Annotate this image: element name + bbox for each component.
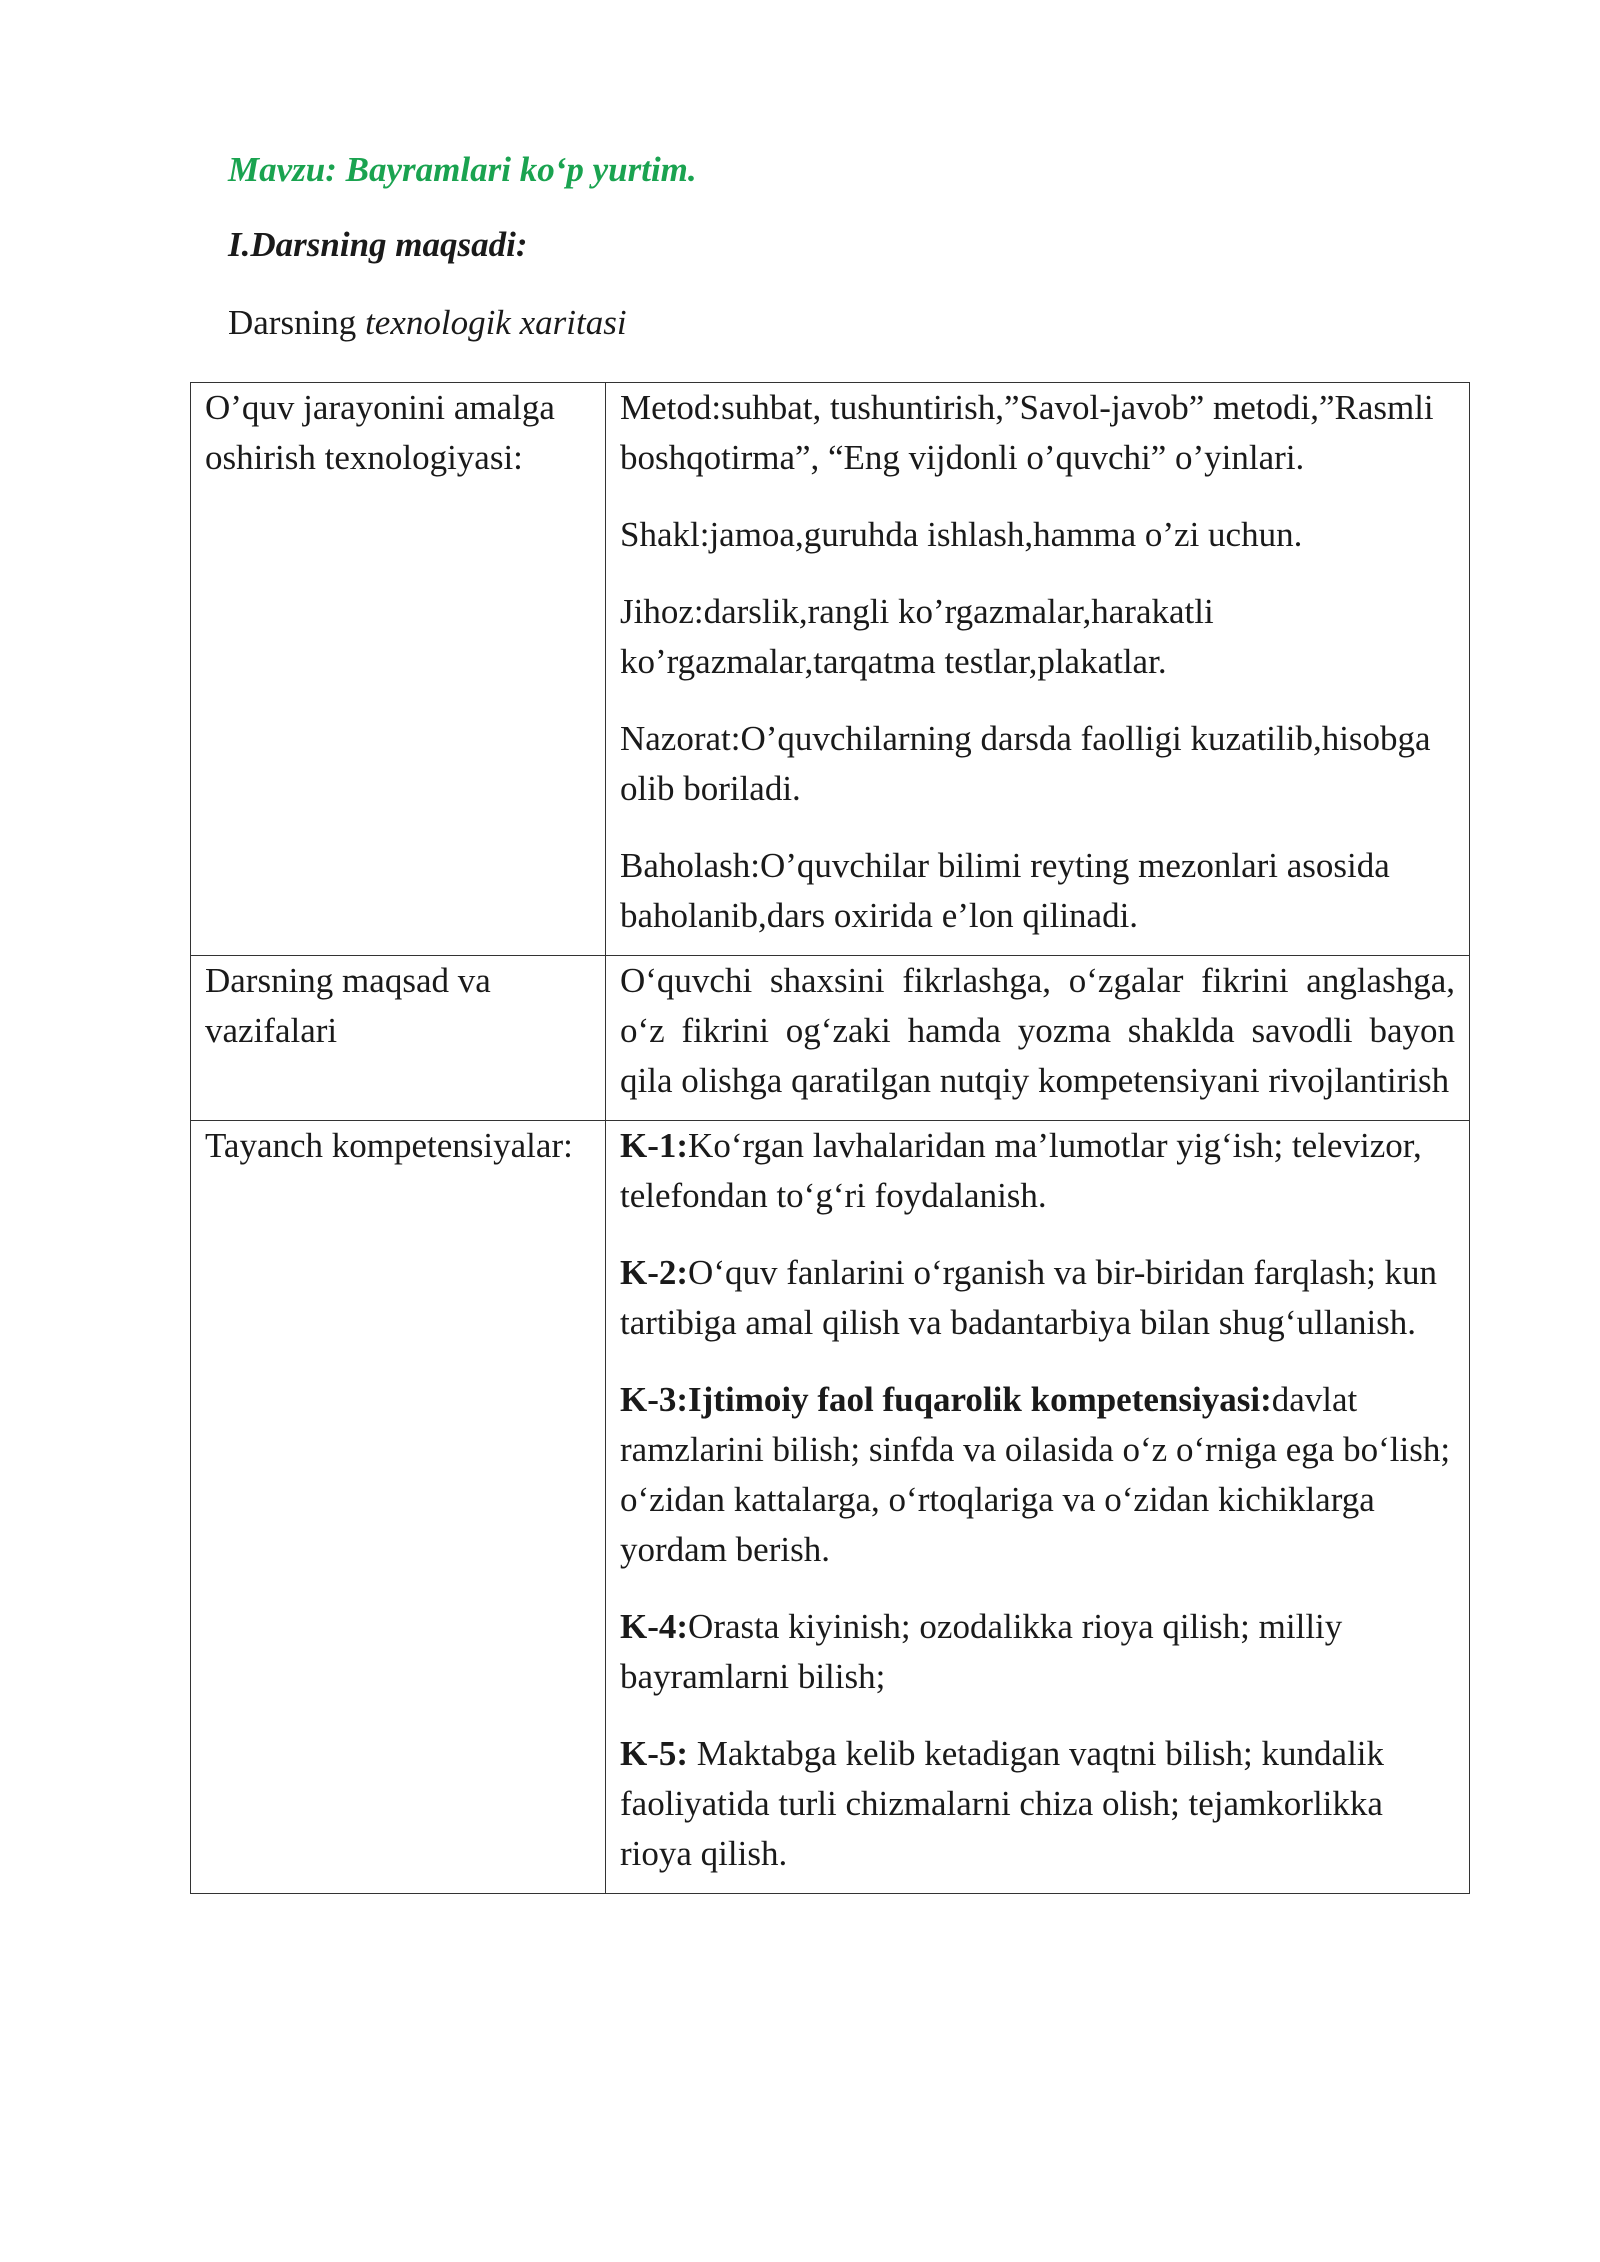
row-label-goals: Darsning maqsad va vazifalari [191, 956, 606, 1121]
row-content-goals [606, 956, 1470, 1121]
competency-text: Ko‘rgan lavhalaridan ma’lumotlar yig‘ish; televizor, telefondan to‘g‘ri foydalanish. [620, 1126, 1422, 1215]
competency-k5 [620, 1729, 1455, 1879]
competency-code: K-1: [620, 1126, 689, 1165]
competency-text: Maktabga kelib ketadigan vaqtni bilish; kundalik faoliyatida turli chizmalarni chiza olish; tejamkorlikka rioya qilish. [620, 1734, 1385, 1873]
competency-k4 [620, 1602, 1455, 1702]
competency-text: Orasta kiyinish; ozodalikka rioya qilish; milliy bayramlarni bilish; [620, 1607, 1343, 1696]
tech-map-table [190, 382, 1470, 1894]
form-paragraph: Shakl:jamoa,guruhda ishlash,hamma o’zi uchun. [620, 515, 1303, 554]
competency-text: O‘quv fanlarini o‘rganish va bir-biridan farqlash; kun tartibiga amal qilish va badantarbiya bilan shug‘ullanish. [620, 1253, 1438, 1342]
goal-heading: I.Darsning maqsadi: [228, 225, 528, 264]
competency-text: davlat ramzlarini bilish; sinfda va oilasida o‘z o‘rniga ega bo‘lish; o‘zidan kattalarga, o‘rtoqlariga va o‘zidan kichiklarga yordam berish. [620, 1380, 1451, 1569]
competency-code: K-3:Ijtimoiy faol fuqarolik kompetensiyasi: [620, 1380, 1272, 1419]
competency-k2 [620, 1248, 1455, 1348]
tech-map-title-italic: texnologik xaritasi [365, 303, 627, 342]
table-row-goals [191, 956, 1470, 1121]
table-row-competencies [191, 1121, 1470, 1894]
control-paragraph: Nazorat:O’quvchilarning darsda faolligi kuzatilib,hisobga olib boriladi. [620, 719, 1431, 808]
competency-code: K-2: [620, 1253, 689, 1292]
competency-code: K-4: [620, 1607, 689, 1646]
method-paragraph: Metod:suhbat, tushuntirish,”Savol-javob” metodi,”Rasmli boshqotirma”, “Eng vijdonli o’quvchi” o’yinlari. [620, 388, 1434, 477]
row-label-technology: O’quv jarayonini amalga oshirish texnologiyasi: [191, 383, 606, 956]
topic-heading: Mavzu: Bayramlari ko‘p yurtim. [228, 150, 697, 189]
competency-k1 [620, 1121, 1455, 1221]
goals-paragraph: O‘quvchi shaxsini fikrlashga, o‘zgalar fikrini anglashga, o‘z fikrini og‘zaki hamda yozma shaklda savodli bayon qila olishga qaratilgan nutqiy kompetensiyani rivojlantirish [620, 961, 1455, 1100]
tech-map-title [228, 303, 627, 343]
competency-code: K-5: [620, 1734, 697, 1773]
equipment-paragraph: Jihoz:darslik,rangli ko’rgazmalar,harakatli ko’rgazmalar,tarqatma testlar,plakatlar. [620, 592, 1214, 681]
assessment-paragraph: Baholash:O’quvchilar bilimi reyting mezonlari asosida baholanib,dars oxirida e’lon qilinadi. [620, 846, 1390, 935]
table-row-technology [191, 383, 1470, 956]
row-content-technology [606, 383, 1470, 956]
row-label-competencies: Tayanch kompetensiyalar: [191, 1121, 606, 1894]
row-content-competencies [606, 1121, 1470, 1894]
tech-map-title-prefix: Darsning [228, 303, 366, 342]
competency-k3 [620, 1375, 1455, 1575]
